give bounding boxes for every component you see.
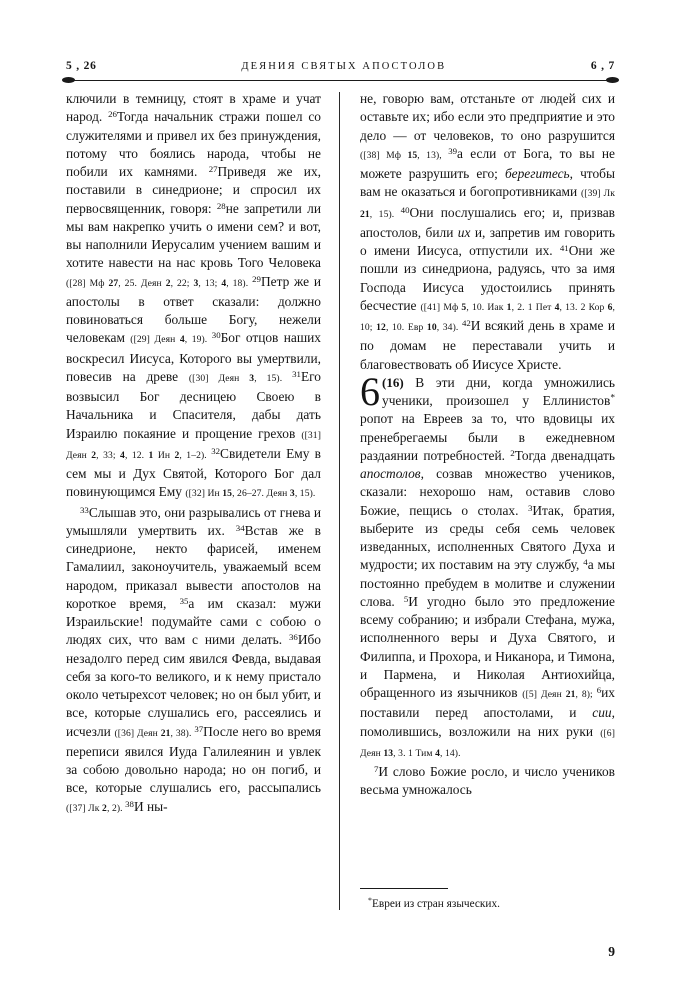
xref-part: , 1–2).: [179, 449, 212, 461]
text-run: И слово Божие росло, и число учеников весьма умножалось: [360, 764, 615, 798]
xref-part: , 2).: [106, 802, 126, 814]
xref-part: , 15).: [294, 488, 316, 500]
xref-chapter: 21: [565, 689, 576, 700]
paragraph-verses-38-42: [360, 90, 615, 374]
text-run: И всякий день в храме и по домам не переставали учить и благовествовать об Иисусе Христе.: [360, 318, 615, 372]
xref-part: , 13. 2 Кор: [559, 301, 608, 313]
verse-number-36: 36: [288, 632, 298, 643]
verse-number-35: 35: [179, 595, 189, 606]
xref-part: ([31] Деян: [66, 429, 321, 461]
text-run: И угодно было это предложение всему собранию; и избрали Стефана, мужа, исполненного веры и Духа Святого, и Филиппа, и Прохора, и Никанора, и Тимона, и Пармена, и Николая Антиохийца, обращенного из язычников: [360, 593, 616, 700]
xref-part: ([39] Лк: [581, 188, 615, 200]
text-run: и, запретив им говорить о имени Иисуса, отпустили их.: [360, 224, 615, 258]
text-run: а им сказал: мужи Израильские! подумайте сами с собою о людях сих, что вам с ними делать.: [66, 595, 321, 648]
text-run: а если от Бога, то вы не можете разрушить его;: [360, 145, 615, 181]
chapter-6-opening-paragraph: [360, 368, 616, 763]
text-run: Они послушались его; и, призвав апостолов, били: [360, 204, 615, 240]
xref-part: ([29] Деян: [130, 334, 180, 346]
verse-number-34: 34: [235, 522, 245, 533]
xref-part: ([37] Лк: [66, 802, 103, 814]
xref-part: , 13),: [417, 149, 449, 161]
xref-chapter: 4: [120, 449, 125, 461]
chapter-drop-cap: 6: [360, 368, 380, 414]
xref-part: ([38] Мф: [360, 149, 408, 161]
paragraph-verses-26-32: [66, 90, 321, 504]
verse-number-41: 41: [559, 242, 569, 253]
text-run: Слышав это, они разрывались от гнева и умышляли умертвить их.: [66, 504, 321, 538]
running-head-left-folio: 5 , 26: [66, 60, 97, 72]
text-run: Ибо незадолго перед сим явился Февда, выдавая себя за кого-то великого, и к нему пристало около четырехсот человек; но он был убит, и все, которые слушались его, рассеялись и исчезли: [66, 632, 322, 739]
verse-number-38: 38: [125, 798, 134, 809]
footnote-separator-rule: [360, 888, 448, 889]
column-right: [360, 90, 615, 800]
verse-number-26: 26: [108, 109, 117, 120]
xref-part: ([36] Деян: [114, 727, 161, 739]
text-run: Тогда двенадцать: [514, 447, 615, 463]
xref-part: , 18).: [226, 277, 253, 289]
running-head-right-folio: 6 , 7: [590, 60, 615, 72]
xref-chapter: 12: [376, 322, 386, 333]
xref-chapter: 3: [193, 277, 199, 289]
xref-part: , 34).: [436, 322, 462, 333]
cross-reference-32: [185, 488, 315, 499]
xref-chapter: 2: [174, 449, 180, 461]
xref-part: , 2. 1 Пет: [511, 301, 555, 313]
text-run: Тогда начальник стражи пошел со служителями и привел их без принуждения, потому что боялись народа, чтобы не побили их камнями.: [66, 109, 321, 179]
xref-part: ([6] Деян: [360, 727, 615, 759]
verse-number-30: 30: [211, 330, 221, 341]
emphasis-text: берегитесь: [504, 166, 570, 181]
xref-chapter: 27: [108, 277, 119, 289]
page-number: 9: [608, 944, 615, 959]
footnote-marker-icon: *: [368, 896, 372, 906]
xref-chapter: 4: [435, 747, 440, 759]
emphasis-text: апостолов: [360, 466, 421, 481]
text-run: , чтобы вам не оказаться и богопротивниками: [360, 166, 615, 200]
footnote-area: [360, 888, 615, 912]
xref-part: , 25. Деян: [118, 277, 166, 289]
emphasis-text: их: [457, 224, 471, 240]
xref-part: , 12.: [124, 449, 149, 461]
cross-reference-30: [189, 373, 292, 384]
paragraph-verse-7: [360, 763, 615, 800]
text-run: , помолившись, возложили на них руки: [360, 705, 615, 739]
text-run: Встав же в синедрионе, некто фарисей, именем Гамалиил, законоучитель, уважаемый всем народом, приказал вывести апостолов на короткое время,: [66, 522, 321, 611]
text-run: Бог отцов наших воскресил Иисуса, Которого вы умертвили, повесив на древе: [66, 330, 321, 384]
xref-part: ([32] Ин: [185, 488, 223, 500]
cross-reference-36: [115, 728, 195, 739]
xref-part: , 15).: [254, 372, 293, 384]
text-run: не, говорю вам, отстаньте от людей сих и оставьте их; ибо если это предприятие и это дело — от человеков, то оно разрушится: [360, 91, 615, 143]
xref-part: , 10. Иак: [466, 301, 507, 313]
verse-number-40: 40: [400, 204, 410, 215]
xref-chapter: 4: [221, 277, 227, 289]
text-run: ключили в темницу, стоят в храме и учат народ.: [66, 91, 321, 125]
xref-part: , 14).: [440, 747, 461, 759]
footnote-entry: [360, 897, 615, 912]
xref-chapter: 1: [148, 449, 154, 461]
xref-part: , 26–27. Деян: [232, 488, 290, 500]
xref-part: , 19).: [184, 334, 212, 346]
verse-number-33: 33: [80, 504, 89, 515]
column-divider: [339, 92, 340, 910]
verse-number-32: 32: [211, 445, 221, 456]
text-run: Итак, братия, выберите из среды себя семь человек изведанных, исполненных Святого Духа и мудрости; их поставим на эту службу,: [360, 502, 615, 573]
verse-number-27: 27: [208, 163, 218, 174]
text-run: ропот на Евреев за то, что вдовицы их пренебрегаемы были в ежедневном раздаянии потребностей.: [360, 411, 615, 463]
text-block: [66, 90, 615, 910]
cross-reference-5: [522, 689, 596, 700]
chapter-reference-number: (16): [382, 374, 404, 390]
paragraph-verses-33-38: [66, 504, 321, 818]
verse-number-6: 6: [596, 684, 602, 695]
text-run: Приведя же их, поставили в синедрионе; и спросил их первосвященник, говоря:: [66, 164, 321, 216]
text-run: , созвав множество учеников, сказали: нехорошо нам, оставив слово Божие, пещись о столах.: [360, 466, 615, 518]
cross-reference-29: [130, 334, 211, 345]
text-run: После него во время переписи явился Иуда Галилеянин и увлек за собою довольно народа; но он погиб, и все, которые слушались его, рассыпались: [66, 723, 321, 796]
xref-part: , 15).: [369, 208, 401, 220]
xref-part: , 22;: [170, 277, 194, 289]
emphasis-text: сии: [592, 705, 612, 721]
verse-number-2: 2: [510, 447, 515, 458]
verse-number-5: 5: [403, 593, 409, 604]
text-run: Его возвысил Бог десницею Своею в Начальника и Спасителя, дабы дать Израилю покаяние и прощение грехов: [66, 368, 321, 441]
xref-chapter: 1: [506, 301, 512, 313]
verse-number-28: 28: [216, 200, 226, 211]
running-head: [66, 50, 615, 72]
verse-number-3: 3: [527, 502, 533, 513]
verse-number-7: 7: [374, 763, 379, 774]
cross-reference-38: [360, 150, 448, 161]
xref-part: , 13;: [198, 277, 222, 289]
xref-chapter: 2: [102, 802, 107, 814]
verse-number-29: 29: [252, 273, 261, 284]
footnote-marker-icon: *: [610, 393, 615, 404]
text-run: Свидетели Ему в сем мы и Дух Святой, Которого Бог дал повинующимся Ему: [66, 445, 321, 500]
xref-part: , 33;: [96, 449, 121, 461]
xref-chapter: 4: [554, 301, 560, 313]
xref-chapter: 21: [160, 727, 171, 739]
xref-part: , 8);: [575, 689, 597, 700]
cross-reference-28: [66, 278, 252, 289]
rule-line: [68, 80, 613, 81]
xref-part: ([5] Деян: [522, 689, 566, 700]
text-run: Петр же и апостолы в ответ сказали: должно повиноваться больше Богу, нежели человекам: [66, 273, 322, 346]
text-run: И ны-: [133, 798, 168, 814]
text-run: не запретили ли мы вам накрепко учить о имени сем? и вот, вы наполнили Иерусалим учением вашим и хотите навести на нас кровь Того Человека: [66, 200, 321, 271]
xref-chapter: 15: [407, 149, 418, 161]
xref-part: Ин: [153, 449, 175, 461]
footnote-text: Евреи из стран языческих.: [371, 898, 500, 910]
xref-chapter: 3: [249, 372, 255, 384]
rule-ornament-right-icon: [606, 77, 619, 83]
column-left: [66, 90, 321, 818]
text-run: а мы постоянно пребудем в молитве и служении слова.: [360, 557, 615, 609]
header-rule: [62, 77, 619, 83]
xref-chapter: 13: [383, 747, 394, 759]
cross-reference-37: [66, 803, 125, 814]
text-run: их поставили перед апостолами, и: [360, 685, 615, 721]
xref-chapter: 10: [426, 322, 437, 333]
text-run: Они же пошли из синедриона, радуясь, что за имя Господа Иисуса удостоились принять бесчестие: [360, 243, 616, 313]
verse-number-42: 42: [461, 317, 471, 328]
xref-part: , 38).: [170, 727, 195, 739]
xref-part: , 3. 1 Тим: [393, 747, 436, 759]
xref-part: , 10. Евр: [385, 322, 427, 333]
xref-chapter: 5: [461, 301, 467, 313]
text-run: В эти дни, когда умножились ученики, произошел у Еллинистов: [382, 374, 615, 408]
xref-chapter: 2: [165, 277, 171, 289]
xref-chapter: 2: [91, 449, 97, 461]
running-head-book-title: ДЕЯНИЯ СВЯТЫХ АПОСТОЛОВ: [241, 61, 447, 72]
xref-chapter: 6: [607, 301, 613, 313]
verse-number-4: 4: [583, 557, 588, 568]
xref-part: ([41] Мф: [420, 301, 462, 313]
verse-number-37: 37: [194, 723, 204, 734]
xref-part: , 10;: [360, 301, 615, 333]
xref-chapter: 3: [289, 488, 295, 500]
xref-part: ([30] Деян: [188, 372, 250, 384]
xref-chapter: 21: [360, 208, 370, 220]
verse-number-39: 39: [448, 145, 458, 156]
xref-part: ([28] Мф: [66, 277, 109, 289]
xref-chapter: 4: [179, 334, 185, 346]
verse-number-31: 31: [292, 368, 301, 379]
xref-chapter: 15: [222, 488, 233, 500]
